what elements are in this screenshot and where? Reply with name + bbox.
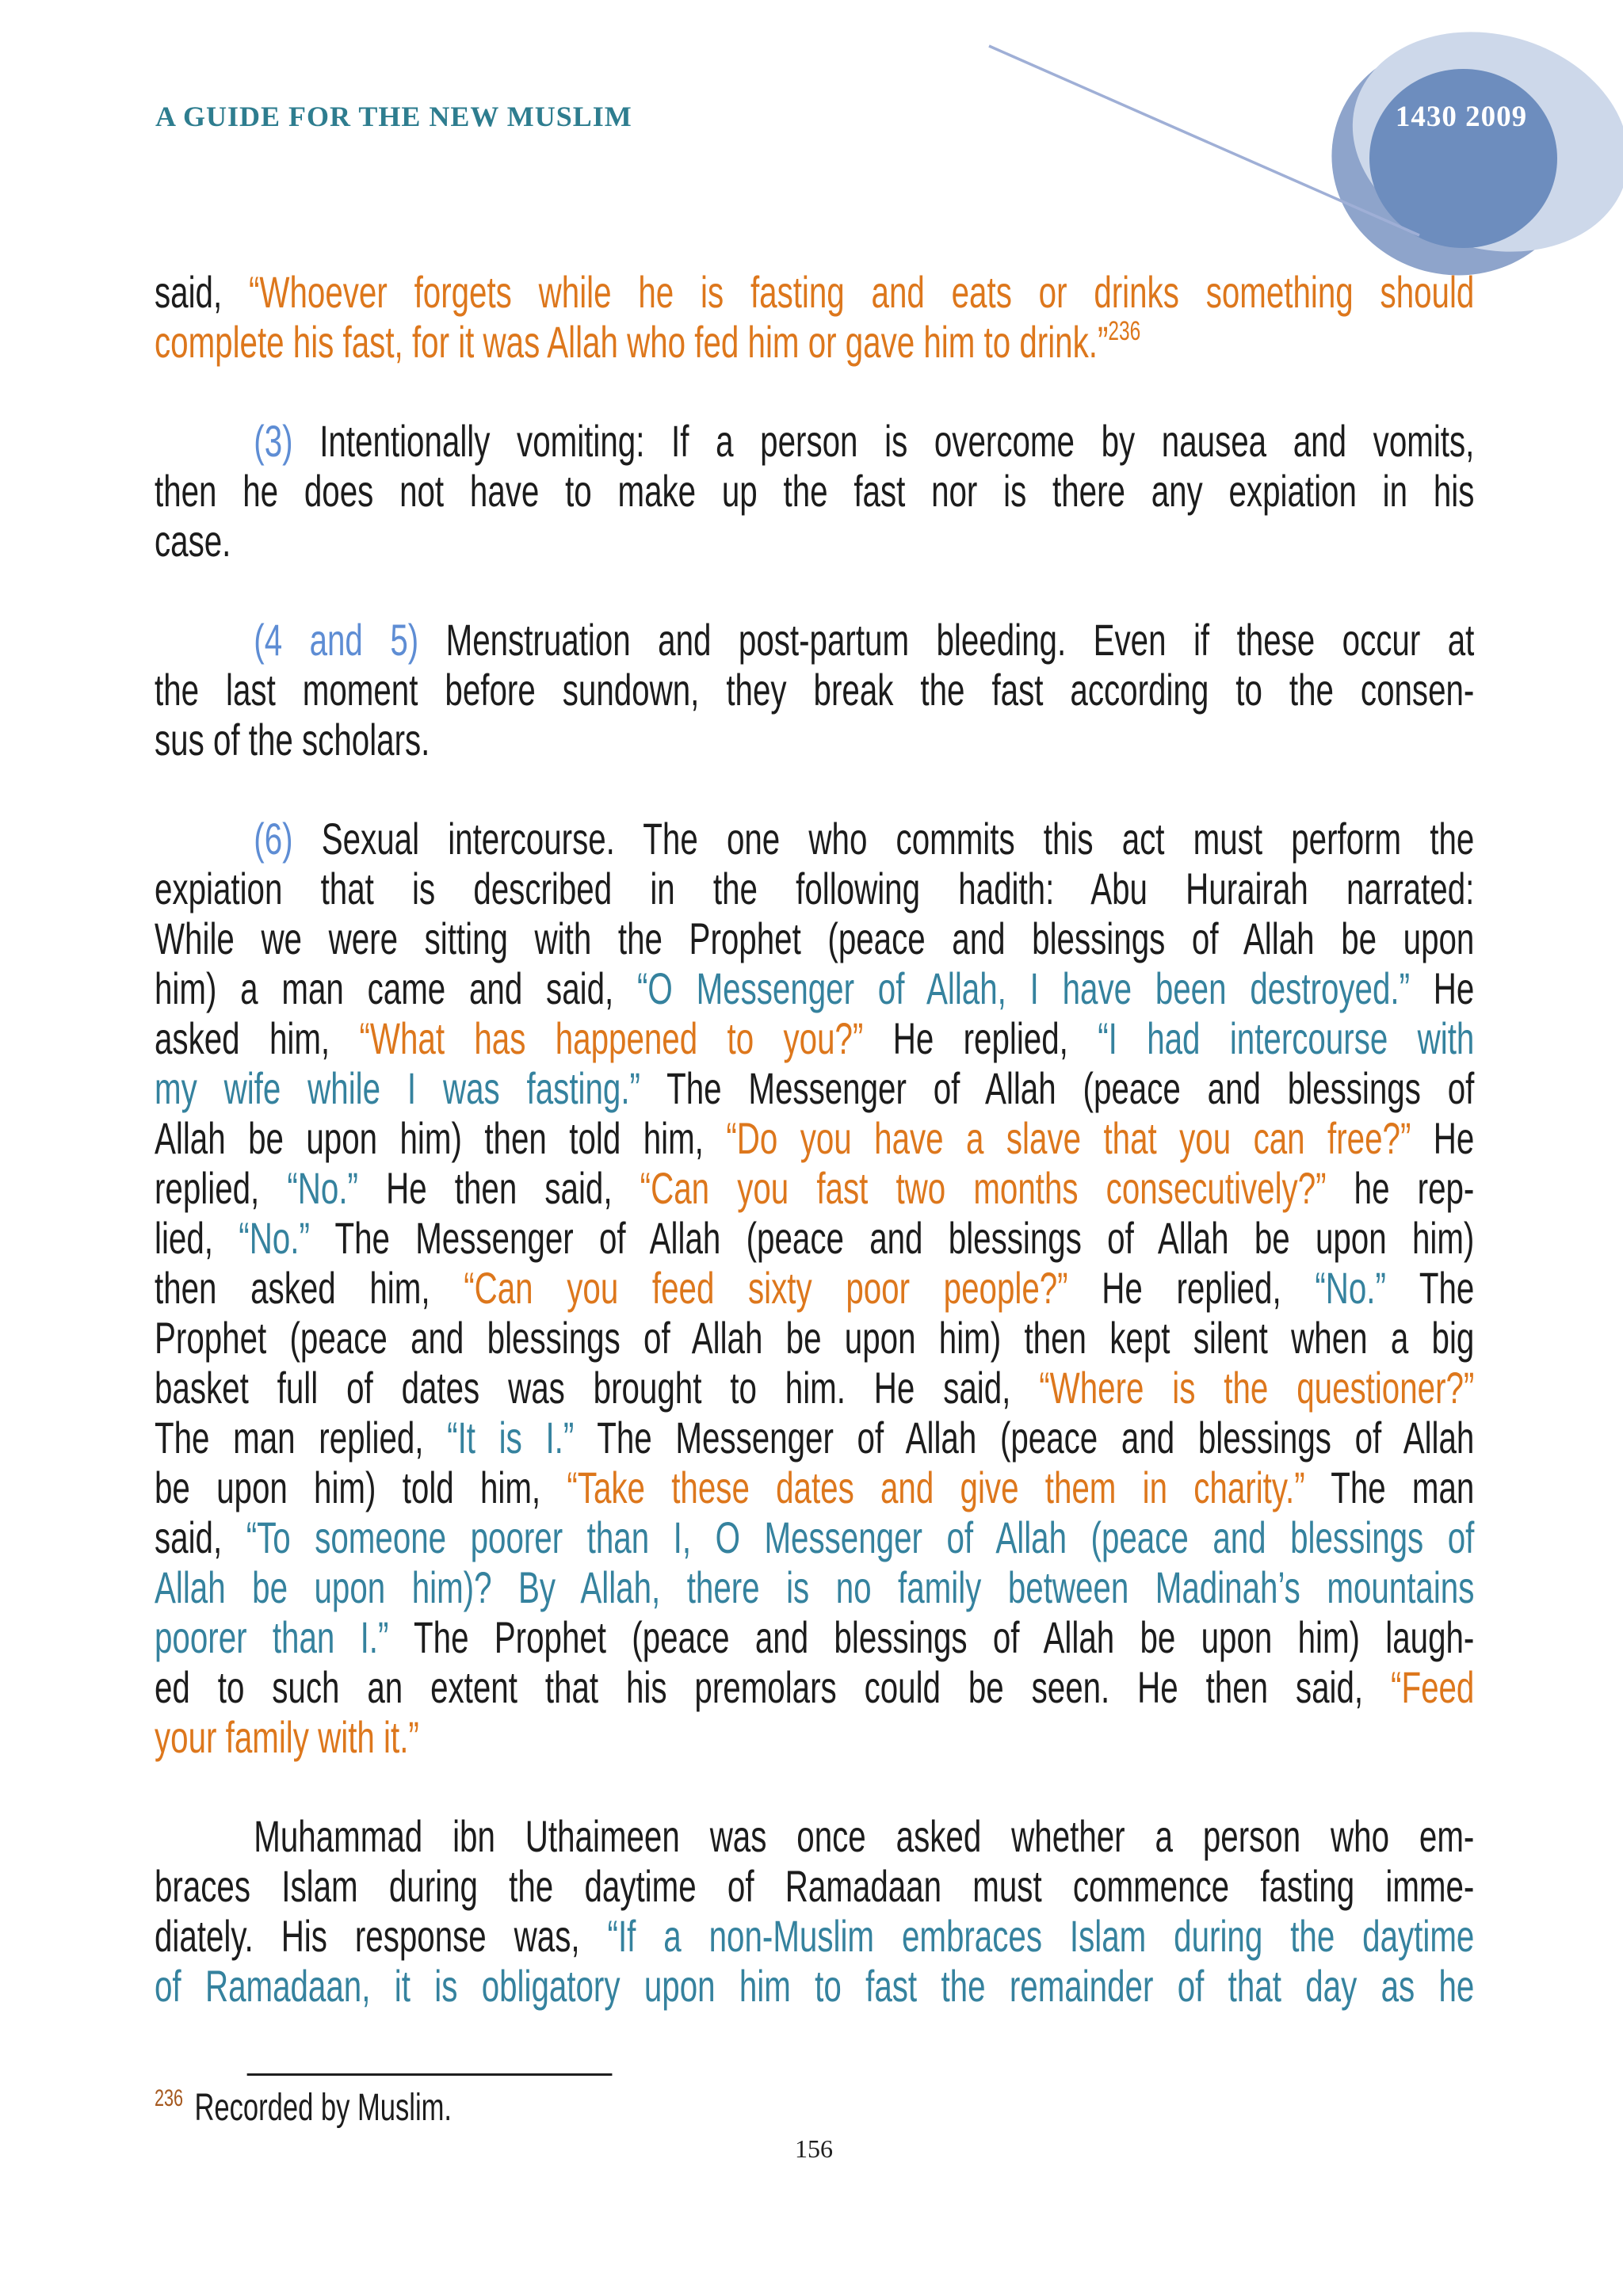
text-run: (4 and 5)	[254, 615, 419, 665]
text-run: expiation that is described in the following hadith: Abu Hurairah narrated:	[155, 864, 1475, 913]
text-run: “Can you feed sixty poor people?”	[464, 1263, 1068, 1313]
text-line	[155, 1662, 1474, 1712]
text-run: (3)	[254, 416, 293, 466]
text-run: “It is I.”	[447, 1413, 575, 1463]
text-run: said,	[155, 267, 249, 317]
text-run: The Messenger of Allah (peace and blessings of Allah be upon him)	[309, 1213, 1475, 1263]
text-run: He replied,	[863, 1013, 1098, 1063]
text-run: Allah be upon him) then told him,	[155, 1113, 727, 1163]
text-line	[155, 1961, 1474, 2011]
footnote-separator-rule	[247, 2073, 613, 2076]
text-run: (6)	[254, 814, 293, 864]
text-line	[155, 1163, 1474, 1213]
text-line	[155, 1562, 1474, 1612]
text-line	[155, 267, 1474, 317]
text-run: He	[1410, 963, 1475, 1013]
footnote-block	[155, 2060, 953, 2131]
text-line	[155, 1113, 1474, 1163]
text-run: “Whoever forgets while he is fasting and eats or drinks something should	[248, 267, 1475, 317]
text-line	[155, 715, 1474, 765]
text-run: The	[1385, 1263, 1475, 1313]
text-run: The man	[1304, 1463, 1475, 1512]
text-run: the last moment before sundown, they break the fast according to the consen-	[155, 665, 1475, 715]
text-line	[155, 913, 1474, 963]
text-run: “Take these dates and give them in charity.”	[567, 1463, 1305, 1512]
text-run: “I had intercourse with	[1098, 1013, 1475, 1063]
paragraph	[155, 615, 1474, 765]
text-run: The man replied,	[155, 1413, 448, 1463]
text-line	[155, 1213, 1474, 1263]
text-run: “To someone poorer than I, O Messenger of Allah (peace and blessings of	[246, 1512, 1475, 1562]
text-run: “If a non-Muslim embraces Islam during the daytime	[607, 1911, 1475, 1961]
text-run: ed to such an extent that his premolars could be seen. He then said,	[155, 1662, 1392, 1712]
text-line	[155, 1811, 1474, 1861]
text-line	[155, 665, 1474, 715]
text-run: Sexual intercourse. The one who commits this act must perform the	[292, 814, 1475, 864]
text-run: of Ramadaan, it is obligatory upon him to fast the remainder of that day as he	[155, 1961, 1475, 2011]
text-run: “No.”	[239, 1213, 310, 1263]
text-run: your family with it.”	[155, 1712, 419, 1762]
text-run: braces Islam during the daytime of Ramadaan must commence fasting imme-	[155, 1861, 1475, 1911]
text-line	[155, 466, 1474, 516]
footnote-text: Recorded by Muslim.	[194, 2087, 453, 2129]
text-run: Prophet (peace and blessings of Allah be upon him) then kept silent when a big	[155, 1313, 1475, 1363]
text-run: Muhammad ibn Uthaimeen was once asked whether a person who em-	[254, 1811, 1475, 1861]
text-run: asked him,	[155, 1013, 360, 1063]
text-run: “Can you fast two months consecutively?”	[640, 1163, 1327, 1213]
text-run: he rep-	[1326, 1163, 1475, 1213]
text-run: then he does not have to make up the fast nor is there any expiation in his	[155, 466, 1475, 516]
paragraph	[155, 267, 1474, 367]
text-line	[155, 963, 1474, 1013]
text-run: poorer than I.”	[155, 1612, 389, 1662]
text-run: “Do you have a slave that you can free?”	[726, 1113, 1411, 1163]
text-run: “Where is the questioner?”	[1039, 1363, 1475, 1413]
text-line	[155, 1512, 1474, 1562]
text-line	[155, 1612, 1474, 1662]
text-run: “No.”	[287, 1163, 358, 1213]
year-badge: 1430 2009	[1395, 101, 1528, 133]
text-line	[155, 1363, 1474, 1413]
footnote-marker: 236	[155, 2085, 184, 2111]
text-run: my wife while I was fasting.”	[155, 1063, 640, 1113]
paragraph	[155, 814, 1474, 1762]
text-line	[155, 1063, 1474, 1113]
running-header-title: A GUIDE FOR THE NEW MUSLIM	[155, 101, 632, 132]
text-run: “What has happened to you?”	[359, 1013, 864, 1063]
text-line	[155, 516, 1474, 566]
text-run: diately. His response was,	[155, 1911, 608, 1961]
text-run: He	[1411, 1113, 1475, 1163]
text-line	[155, 1013, 1474, 1063]
text-run: Intentionally vomiting: If a person is overcome by nausea and vomits,	[292, 416, 1475, 466]
text-run: sus of the scholars.	[155, 715, 430, 765]
text-run: The Messenger of Allah (peace and blessings of	[640, 1063, 1475, 1113]
text-line	[155, 1313, 1474, 1363]
text-line	[155, 1911, 1474, 1961]
text-run: basket full of dates was brought to him. He said,	[155, 1363, 1040, 1413]
text-line	[155, 416, 1474, 466]
footnote-ref: 236	[1108, 316, 1141, 346]
text-run: “Feed	[1391, 1662, 1475, 1712]
text-line	[155, 1861, 1474, 1911]
text-run: him) a man came and said,	[155, 963, 637, 1013]
text-line	[155, 814, 1474, 864]
text-line	[155, 1463, 1474, 1512]
body-text	[155, 267, 1474, 2011]
text-run: While we were sitting with the Prophet (peace and blessings of Allah be upon	[155, 913, 1475, 963]
text-line	[155, 1413, 1474, 1463]
text-line	[155, 864, 1474, 913]
paragraph	[155, 416, 1474, 566]
text-run: He then said,	[357, 1163, 640, 1213]
text-run: complete his fast, for it was Allah who fed him or gave him to drink.”	[155, 317, 1109, 367]
text-run: Menstruation and post-partum bleeding. Even if these occur at	[418, 615, 1475, 665]
text-run: replied,	[155, 1163, 288, 1213]
text-run: lied,	[155, 1213, 239, 1263]
paragraph	[155, 1811, 1474, 2011]
text-run: “O Messenger of Allah, I have been destroyed.”	[636, 963, 1411, 1013]
text-run: case.	[155, 516, 231, 566]
text-line	[155, 615, 1474, 665]
text-run: said,	[155, 1512, 246, 1562]
text-run: then asked him,	[155, 1263, 464, 1313]
text-line	[155, 317, 1474, 367]
text-run: He replied,	[1067, 1263, 1316, 1313]
page-number: 156	[795, 2134, 833, 2163]
text-line	[155, 1263, 1474, 1313]
footnote-text-line	[155, 2085, 953, 2131]
text-run: “No.”	[1315, 1263, 1386, 1313]
text-run: Allah be upon him)? By Allah, there is no family between Madinah’s mountains	[155, 1562, 1475, 1612]
text-run: The Prophet (peace and blessings of Allah be upon him) laugh-	[388, 1612, 1475, 1662]
text-run: be upon him) told him,	[155, 1463, 567, 1512]
text-run: The Messenger of Allah (peace and blessings of Allah	[574, 1413, 1475, 1463]
text-line	[155, 1712, 1474, 1762]
